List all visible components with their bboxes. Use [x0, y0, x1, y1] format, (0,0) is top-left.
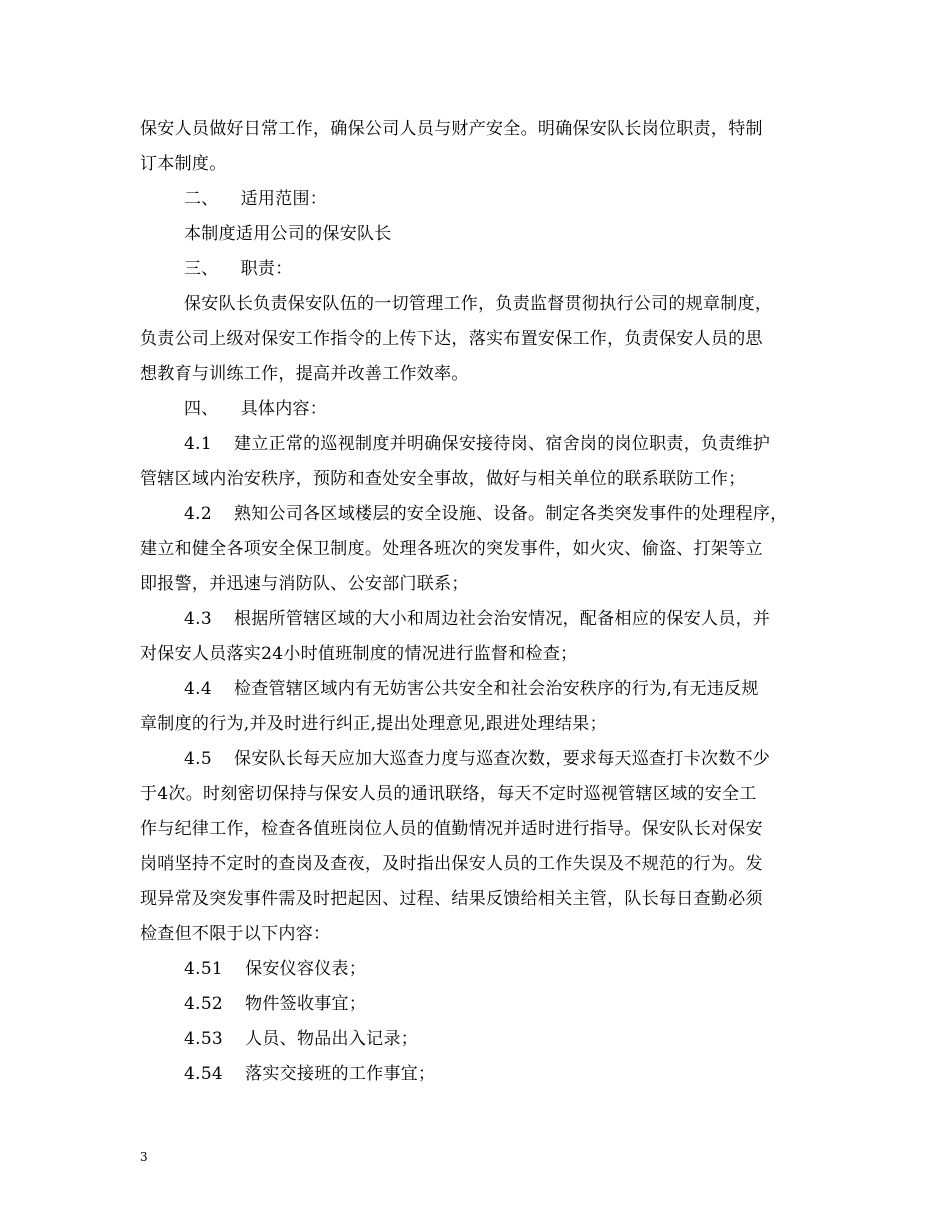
text-line	[140, 462, 828, 497]
text-line	[140, 882, 828, 917]
line-text: 职责：	[240, 259, 293, 279]
text-line	[140, 672, 828, 707]
text-line	[140, 707, 828, 742]
text-line	[140, 952, 828, 987]
line-text: 落实交接班的工作事宜；	[245, 1064, 436, 1084]
line-text: 即报警，并迅速与消防队、公安部门联系；	[140, 574, 469, 594]
line-text: 作与纪律工作，检查各值班岗位人员的值勤情况并适时进行指导。保安队长对保安	[140, 819, 763, 839]
text-line	[140, 532, 828, 567]
section-number: 4.2	[184, 504, 212, 524]
section-number: 4.54	[184, 1064, 224, 1084]
line-text: 本制度适用公司的保安队长	[184, 224, 392, 244]
text-line	[140, 567, 828, 602]
section-number: 4.52	[184, 994, 224, 1014]
text-line	[140, 252, 828, 287]
text-line	[140, 392, 828, 427]
line-text: 保安人员做好日常工作，确保公司人员与财产安全。明确保安队长岗位职责，特制	[140, 119, 763, 139]
line-text: 保安队长负责保安队伍的一切管理工作，负责监督贯彻执行公司的规章制度，	[184, 294, 773, 314]
text-line	[140, 112, 828, 147]
body-text	[140, 112, 828, 1092]
line-text: 人员、物品出入记录；	[245, 1029, 419, 1049]
text-line	[140, 287, 828, 322]
section-number: 4.53	[184, 1029, 224, 1049]
line-text: 具体内容：	[240, 399, 328, 419]
line-text: 对保安人员落实24小时值班制度的情况进行监督和检查；	[140, 644, 578, 664]
line-text: 建立正常的巡视制度并明确保安接待岗、宿舍岗的岗位职责，负责维护	[233, 434, 771, 454]
line-text: 检查但不限于以下内容：	[140, 924, 331, 944]
text-line	[140, 1057, 828, 1092]
line-text: 熟知公司各区域楼层的安全设施、设备。制定各类突发事件的处理程序，	[233, 504, 788, 524]
line-text: 建立和健全各项安全保卫制度。处理各班次的突发事件，如火灾、偷盗、打架等立	[140, 539, 763, 559]
section-number: 四、	[184, 399, 219, 419]
text-line	[140, 847, 828, 882]
section-number: 4.3	[184, 609, 212, 629]
text-line	[140, 357, 828, 392]
section-number: 三、	[184, 259, 219, 279]
text-line	[140, 742, 828, 777]
text-line	[140, 917, 828, 952]
section-number: 4.5	[184, 749, 212, 769]
line-text: 管辖区域内治安秩序，预防和查处安全事故，做好与相关单位的联系联防工作；	[140, 469, 746, 489]
line-text: 于4次。时刻密切保持与保安人员的通讯联络，每天不定时巡视管辖区域的安全工	[140, 784, 757, 804]
line-text: 检查管辖区域内有无妨害公共安全和社会治安秩序的行为,有无违反规	[233, 679, 759, 699]
text-line	[140, 1022, 828, 1057]
line-text: 负责公司上级对保安工作指令的上传下达，落实布置安保工作，负责保安人员的思	[140, 329, 763, 349]
section-number: 4.1	[184, 434, 212, 454]
line-text: 现异常及突发事件需及时把起因、过程、结果反馈给相关主管，队长每日查勤必须	[140, 889, 763, 909]
text-line	[140, 217, 828, 252]
text-line	[140, 987, 828, 1022]
text-line	[140, 322, 828, 357]
text-line	[140, 812, 828, 847]
text-line	[140, 182, 828, 217]
line-text: 想教育与训练工作，提高并改善工作效率。	[140, 364, 469, 384]
section-number: 二、	[184, 189, 219, 209]
section-number: 4.4	[184, 679, 212, 699]
page-number: 3	[140, 1150, 148, 1164]
line-text: 保安队长每天应加大巡查力度与巡查次数，要求每天巡查打卡次数不少	[233, 749, 771, 769]
text-line	[140, 602, 828, 637]
line-text: 章制度的行为,并及时进行纠正,提出处理意见,跟进处理结果；	[140, 714, 607, 734]
line-text: 物件签收事宜；	[245, 994, 367, 1014]
text-line	[140, 777, 828, 812]
text-line	[140, 427, 828, 462]
line-text: 保安仪容仪表；	[245, 959, 367, 979]
section-number: 4.51	[184, 959, 224, 979]
line-text: 岗哨坚持不定时的查岗及查夜，及时指出保安人员的工作失误及不规范的行为。发	[140, 854, 763, 874]
line-text: 订本制度。	[140, 154, 227, 174]
line-text: 根据所管辖区域的大小和周边社会治安情况，配备相应的保安人员，并	[233, 609, 771, 629]
line-text: 适用范围：	[240, 189, 328, 209]
text-line	[140, 637, 828, 672]
text-line	[140, 497, 828, 532]
text-line	[140, 147, 828, 182]
